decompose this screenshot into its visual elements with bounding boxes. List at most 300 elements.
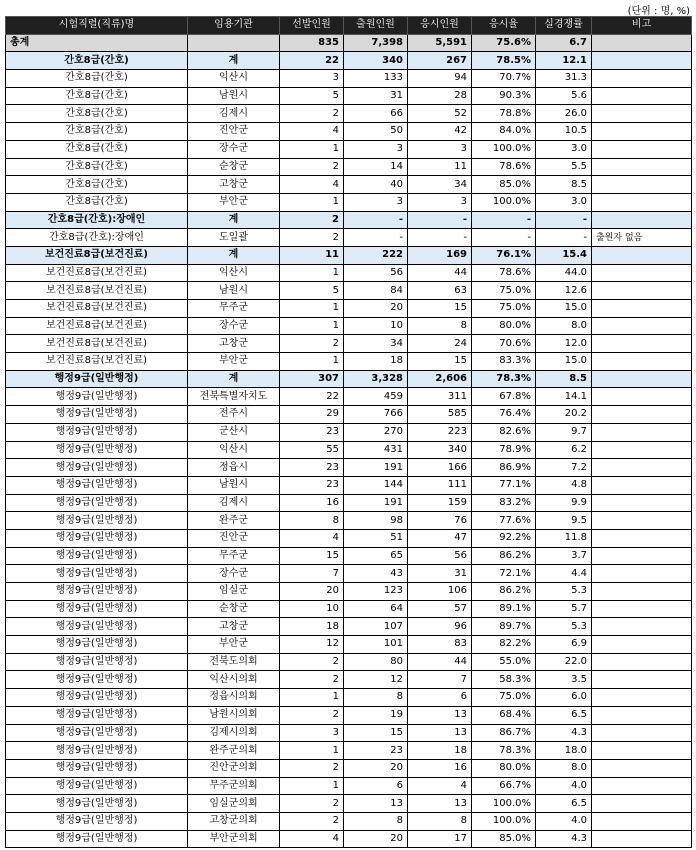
competition-ratio-cell: 4.3 (536, 724, 592, 742)
agency-cell: 완주군 (188, 512, 280, 530)
selected-count-cell: 2 (280, 795, 344, 813)
examinee-count-cell: 28 (408, 87, 472, 105)
exam-rate-cell: 68.4% (472, 706, 536, 724)
examinee-count-cell: 16 (408, 759, 472, 777)
applicant-count-cell: 3,328 (344, 370, 408, 388)
applicant-count-cell: 56 (344, 264, 408, 282)
remark-cell (592, 689, 692, 707)
selected-count-cell: 1 (280, 140, 344, 158)
column-header: 시험직렬(직류)명 (6, 17, 188, 35)
selected-count-cell: 7 (280, 565, 344, 583)
examinee-count-cell: 94 (408, 70, 472, 88)
table-row (6, 87, 692, 105)
remark-cell (592, 140, 692, 158)
selected-count-cell: 2 (280, 158, 344, 176)
applicant-count-cell: 31 (344, 87, 408, 105)
applicant-count-cell: 191 (344, 494, 408, 512)
exam-rate-cell: 75.0% (472, 689, 536, 707)
table-row (6, 742, 692, 760)
competition-ratio-cell: 8.0 (536, 317, 592, 335)
remark-cell (592, 123, 692, 141)
examinee-count-cell: - (408, 211, 472, 229)
exam-series-cell: 간호8급(간호) (6, 87, 188, 105)
agency-cell: 익산시 (188, 70, 280, 88)
exam-rate-cell: - (472, 211, 536, 229)
remark-cell (592, 777, 692, 795)
exam-rate-cell: 100.0% (472, 140, 536, 158)
table-row (6, 653, 692, 671)
table-row (6, 795, 692, 813)
competition-ratio-cell: 31.3 (536, 70, 592, 88)
exam-rate-cell: 67.8% (472, 388, 536, 406)
exam-rate-cell: 86.2% (472, 583, 536, 601)
exam-series-cell: 간호8급(간호):장애인 (6, 211, 188, 229)
table-row (6, 529, 692, 547)
competition-ratio-cell: 15.4 (536, 246, 592, 264)
table-row (6, 706, 692, 724)
table-row (6, 724, 692, 742)
exam-series-cell: 행정9급(일반행정) (6, 759, 188, 777)
exam-series-cell: 간호8급(간호) (6, 123, 188, 141)
remark-cell (592, 529, 692, 547)
applicant-count-cell: 65 (344, 547, 408, 565)
column-header: 실경쟁률 (536, 17, 592, 35)
examinee-count-cell: 3 (408, 193, 472, 211)
exam-rate-cell: 80.0% (472, 759, 536, 777)
exam-series-cell: 보건진료8급(보건진료) (6, 246, 188, 264)
selected-count-cell: 3 (280, 724, 344, 742)
selected-count-cell: 4 (280, 529, 344, 547)
examinee-count-cell: 585 (408, 406, 472, 424)
remark-cell (592, 423, 692, 441)
agency-cell: 고창군의회 (188, 812, 280, 830)
applicant-count-cell: 6 (344, 777, 408, 795)
applicant-count-cell: 20 (344, 759, 408, 777)
agency-cell: 완주군의회 (188, 742, 280, 760)
remark-cell (592, 600, 692, 618)
remark-cell (592, 653, 692, 671)
table-row (6, 264, 692, 282)
applicant-count-cell: 222 (344, 246, 408, 264)
table-row (6, 600, 692, 618)
table-row (6, 353, 692, 371)
selected-count-cell: 1 (280, 317, 344, 335)
exam-series-cell: 행정9급(일반행정) (6, 370, 188, 388)
table-row (6, 229, 692, 247)
exam-rate-cell: 78.6% (472, 264, 536, 282)
selected-count-cell: 835 (280, 34, 344, 52)
remark-cell (592, 87, 692, 105)
remark-cell (592, 812, 692, 830)
selected-count-cell: 2 (280, 671, 344, 689)
exam-rate-cell: 78.8% (472, 105, 536, 123)
selected-count-cell: 2 (280, 653, 344, 671)
applicant-count-cell: 766 (344, 406, 408, 424)
competition-ratio-cell: 6.5 (536, 795, 592, 813)
agency-cell: 계 (188, 370, 280, 388)
competition-ratio-cell: 6.5 (536, 706, 592, 724)
exam-series-cell: 행정9급(일반행정) (6, 529, 188, 547)
competition-ratio-cell: 6.7 (536, 34, 592, 52)
selected-count-cell: 22 (280, 388, 344, 406)
competition-ratio-cell: 6.9 (536, 636, 592, 654)
exam-rate-cell: 55.0% (472, 653, 536, 671)
total-row (6, 34, 692, 52)
competition-ratio-cell: 20.2 (536, 406, 592, 424)
exam-series-cell: 행정9급(일반행정) (6, 476, 188, 494)
exam-series-cell: 행정9급(일반행정) (6, 388, 188, 406)
selected-count-cell: 4 (280, 176, 344, 194)
remark-cell (592, 441, 692, 459)
competition-ratio-cell: 18.0 (536, 742, 592, 760)
applicant-count-cell: 23 (344, 742, 408, 760)
agency-cell: 계 (188, 52, 280, 70)
competition-ratio-cell: 3.7 (536, 547, 592, 565)
selected-count-cell: 2 (280, 229, 344, 247)
examinee-count-cell: 15 (408, 300, 472, 318)
selected-count-cell: 23 (280, 476, 344, 494)
agency-cell: 순창군 (188, 600, 280, 618)
competition-ratio-cell: 10.5 (536, 123, 592, 141)
applicant-count-cell: 459 (344, 388, 408, 406)
applicant-count-cell: 270 (344, 423, 408, 441)
remark-cell: 출원자 없음 (592, 229, 692, 247)
agency-cell: 임실군의회 (188, 795, 280, 813)
exam-series-cell: 행정9급(일반행정) (6, 706, 188, 724)
header-row (6, 17, 692, 35)
agency-cell: 부안군의회 (188, 830, 280, 848)
exam-rate-cell: 92.2% (472, 529, 536, 547)
selected-count-cell: 23 (280, 459, 344, 477)
applicant-count-cell: 340 (344, 52, 408, 70)
agency-cell: 계 (188, 246, 280, 264)
exam-rate-cell: 78.5% (472, 52, 536, 70)
examinee-count-cell: 267 (408, 52, 472, 70)
table-row (6, 105, 692, 123)
competition-ratio-cell: 6.0 (536, 689, 592, 707)
exam-series-cell: 간호8급(간호) (6, 105, 188, 123)
exam-series-cell: 보건진료8급(보건진료) (6, 264, 188, 282)
agency-cell: 남원시 (188, 476, 280, 494)
table-row (6, 512, 692, 530)
selected-count-cell: 307 (280, 370, 344, 388)
table-row (6, 547, 692, 565)
examinee-count-cell: 96 (408, 618, 472, 636)
competition-ratio-cell: 9.5 (536, 512, 592, 530)
agency-cell: 전북도의회 (188, 653, 280, 671)
examinee-count-cell: 15 (408, 353, 472, 371)
applicant-count-cell: 101 (344, 636, 408, 654)
selected-count-cell: 1 (280, 742, 344, 760)
examinee-count-cell: 3 (408, 140, 472, 158)
remark-cell (592, 583, 692, 601)
exam-series-cell: 행정9급(일반행정) (6, 583, 188, 601)
selected-count-cell: 1 (280, 689, 344, 707)
exam-rate-cell: 78.9% (472, 441, 536, 459)
column-header: 임용기관 (188, 17, 280, 35)
remark-cell (592, 618, 692, 636)
remark-cell (592, 335, 692, 353)
applicant-count-cell: 13 (344, 795, 408, 813)
selected-count-cell: 15 (280, 547, 344, 565)
examinee-count-cell: 52 (408, 105, 472, 123)
remark-cell (592, 193, 692, 211)
competition-ratio-cell: 6.2 (536, 441, 592, 459)
competition-ratio-cell: - (536, 229, 592, 247)
table-row (6, 123, 692, 141)
exam-rate-cell: 70.7% (472, 70, 536, 88)
remark-cell (592, 565, 692, 583)
table-row (6, 618, 692, 636)
competition-ratio-cell: 5.5 (536, 158, 592, 176)
table-row (6, 777, 692, 795)
table-row (6, 459, 692, 477)
agency-cell: 김제시의회 (188, 724, 280, 742)
examinee-count-cell: 340 (408, 441, 472, 459)
applicant-count-cell: 14 (344, 158, 408, 176)
selected-count-cell: 1 (280, 264, 344, 282)
remark-cell (592, 246, 692, 264)
applicant-count-cell: 191 (344, 459, 408, 477)
exam-rate-cell: 80.0% (472, 317, 536, 335)
examinee-count-cell: 17 (408, 830, 472, 848)
exam-rate-cell: 82.6% (472, 423, 536, 441)
selected-count-cell: 23 (280, 423, 344, 441)
exam-series-cell: 행정9급(일반행정) (6, 795, 188, 813)
examinee-count-cell: 47 (408, 529, 472, 547)
examinee-count-cell: 11 (408, 158, 472, 176)
competition-ratio-cell: 12.1 (536, 52, 592, 70)
agency-cell: 남원시 (188, 282, 280, 300)
exam-series-cell: 행정9급(일반행정) (6, 565, 188, 583)
competition-ratio-cell: 44.0 (536, 264, 592, 282)
remark-cell (592, 70, 692, 88)
table-row (6, 671, 692, 689)
exam-series-cell: 행정9급(일반행정) (6, 671, 188, 689)
remark-cell (592, 494, 692, 512)
table-row (6, 583, 692, 601)
selected-count-cell: 2 (280, 759, 344, 777)
competition-ratio-cell: 26.0 (536, 105, 592, 123)
table-row (6, 158, 692, 176)
applicant-count-cell: 18 (344, 353, 408, 371)
applicant-count-cell: 50 (344, 123, 408, 141)
agency-cell: 장수군 (188, 565, 280, 583)
exam-rate-cell: - (472, 229, 536, 247)
remark-cell (592, 264, 692, 282)
exam-rate-cell: 83.2% (472, 494, 536, 512)
remark-cell (592, 211, 692, 229)
exam-rate-cell: 100.0% (472, 193, 536, 211)
exam-rate-cell: 84.0% (472, 123, 536, 141)
competition-ratio-cell: 15.0 (536, 300, 592, 318)
exam-rate-cell: 78.6% (472, 158, 536, 176)
column-header: 출원인원 (344, 17, 408, 35)
agency-cell: 남원시 (188, 87, 280, 105)
table-row (6, 70, 692, 88)
agency-cell: 진안군 (188, 529, 280, 547)
exam-series-cell: 보건진료8급(보건진료) (6, 300, 188, 318)
exam-rate-cell: 75.6% (472, 34, 536, 52)
remark-cell (592, 547, 692, 565)
table-row (6, 636, 692, 654)
competition-ratio-cell: 8.0 (536, 759, 592, 777)
agency-cell: 전주시 (188, 406, 280, 424)
agency-cell: 고창군 (188, 335, 280, 353)
remark-cell (592, 105, 692, 123)
applicant-count-cell: 7,398 (344, 34, 408, 52)
exam-series-cell: 행정9급(일반행정) (6, 459, 188, 477)
exam-series-cell: 행정9급(일반행정) (6, 689, 188, 707)
examinee-count-cell: 5,591 (408, 34, 472, 52)
table-row (6, 689, 692, 707)
selected-count-cell: 2 (280, 335, 344, 353)
remark-cell (592, 406, 692, 424)
applicant-count-cell: 19 (344, 706, 408, 724)
selected-count-cell: 20 (280, 583, 344, 601)
examinee-count-cell: 31 (408, 565, 472, 583)
agency-cell: 익산시 (188, 441, 280, 459)
applicant-count-cell: 66 (344, 105, 408, 123)
examinee-count-cell: 7 (408, 671, 472, 689)
selected-count-cell: 29 (280, 406, 344, 424)
group-subtotal-row (6, 52, 692, 70)
selected-count-cell: 18 (280, 618, 344, 636)
agency-cell: 고창군 (188, 618, 280, 636)
remark-cell (592, 158, 692, 176)
examinee-count-cell: 169 (408, 246, 472, 264)
examinee-count-cell: 166 (408, 459, 472, 477)
agency-cell: 진안군 (188, 123, 280, 141)
agency-cell: 부안군 (188, 636, 280, 654)
examinee-count-cell: 106 (408, 583, 472, 601)
column-header: 비고 (592, 17, 692, 35)
selected-count-cell: 5 (280, 282, 344, 300)
table-row (6, 176, 692, 194)
exam-rate-cell: 58.3% (472, 671, 536, 689)
examinee-count-cell: 2,606 (408, 370, 472, 388)
agency-cell: 정읍시의회 (188, 689, 280, 707)
competition-ratio-cell: 4.4 (536, 565, 592, 583)
remark-cell (592, 476, 692, 494)
table-row (6, 335, 692, 353)
applicant-count-cell: 10 (344, 317, 408, 335)
examinee-count-cell: 83 (408, 636, 472, 654)
competition-ratio-cell: 22.0 (536, 653, 592, 671)
remark-cell (592, 388, 692, 406)
applicant-count-cell: 34 (344, 335, 408, 353)
table-row (6, 193, 692, 211)
exam-series-cell: 간호8급(간호) (6, 158, 188, 176)
applicant-count-cell: 107 (344, 618, 408, 636)
exam-series-cell: 총계 (6, 34, 188, 52)
applicant-count-cell: 3 (344, 140, 408, 158)
exam-series-cell: 행정9급(일반행정) (6, 547, 188, 565)
exam-rate-cell: 83.3% (472, 353, 536, 371)
applicant-count-cell: - (344, 211, 408, 229)
competition-ratio-cell: 4.0 (536, 777, 592, 795)
exam-rate-cell: 77.6% (472, 512, 536, 530)
examinee-count-cell: 13 (408, 706, 472, 724)
remark-cell (592, 317, 692, 335)
exam-series-cell: 행정9급(일반행정) (6, 600, 188, 618)
remark-cell (592, 370, 692, 388)
exam-rate-cell: 75.0% (472, 300, 536, 318)
exam-rate-cell: 89.1% (472, 600, 536, 618)
exam-rate-cell: 85.0% (472, 830, 536, 848)
exam-series-cell: 간호8급(간호) (6, 193, 188, 211)
agency-cell: 장수군 (188, 140, 280, 158)
examinee-count-cell: 111 (408, 476, 472, 494)
applicant-count-cell: 431 (344, 441, 408, 459)
exam-rate-cell: 100.0% (472, 795, 536, 813)
column-header: 응시율 (472, 17, 536, 35)
exam-rate-cell: 78.3% (472, 742, 536, 760)
remark-cell (592, 636, 692, 654)
exam-rate-cell: 86.2% (472, 547, 536, 565)
group-subtotal-row (6, 246, 692, 264)
remark-cell (592, 759, 692, 777)
examinee-count-cell: 8 (408, 812, 472, 830)
selected-count-cell: 2 (280, 812, 344, 830)
applicant-count-cell: 51 (344, 529, 408, 547)
applicant-count-cell: 43 (344, 565, 408, 583)
exam-series-cell: 행정9급(일반행정) (6, 406, 188, 424)
exam-rate-cell: 89.7% (472, 618, 536, 636)
exam-series-cell: 행정9급(일반행정) (6, 742, 188, 760)
applicant-count-cell: 98 (344, 512, 408, 530)
examinee-count-cell: 76 (408, 512, 472, 530)
agency-cell: 임실군 (188, 583, 280, 601)
exam-rate-cell: 77.1% (472, 476, 536, 494)
recruitment-table (5, 16, 692, 848)
agency-cell: 계 (188, 211, 280, 229)
selected-count-cell: 11 (280, 246, 344, 264)
agency-cell: 군산시 (188, 423, 280, 441)
exam-rate-cell: 76.1% (472, 246, 536, 264)
competition-ratio-cell: 9.7 (536, 423, 592, 441)
column-header: 응시인원 (408, 17, 472, 35)
selected-count-cell: 1 (280, 777, 344, 795)
agency-cell: 전북특별자치도 (188, 388, 280, 406)
applicant-count-cell: 40 (344, 176, 408, 194)
competition-ratio-cell: 5.6 (536, 87, 592, 105)
exam-series-cell: 보건진료8급(보건진료) (6, 335, 188, 353)
exam-rate-cell: 86.9% (472, 459, 536, 477)
competition-ratio-cell: 5.3 (536, 583, 592, 601)
exam-rate-cell: 72.1% (472, 565, 536, 583)
selected-count-cell: 16 (280, 494, 344, 512)
examinee-count-cell: 42 (408, 123, 472, 141)
table-row (6, 759, 692, 777)
agency-cell: 장수군 (188, 317, 280, 335)
table-row (6, 565, 692, 583)
applicant-count-cell: - (344, 229, 408, 247)
exam-series-cell: 행정9급(일반행정) (6, 636, 188, 654)
competition-ratio-cell: 3.0 (536, 140, 592, 158)
examinee-count-cell: - (408, 229, 472, 247)
applicant-count-cell: 8 (344, 689, 408, 707)
applicant-count-cell: 15 (344, 724, 408, 742)
exam-series-cell: 간호8급(간호) (6, 140, 188, 158)
exam-rate-cell: 82.2% (472, 636, 536, 654)
agency-cell: 익산시의회 (188, 671, 280, 689)
competition-ratio-cell: 11.8 (536, 529, 592, 547)
exam-rate-cell: 76.4% (472, 406, 536, 424)
column-header: 선발인원 (280, 17, 344, 35)
competition-ratio-cell: 8.5 (536, 176, 592, 194)
agency-cell: 진안군의회 (188, 759, 280, 777)
